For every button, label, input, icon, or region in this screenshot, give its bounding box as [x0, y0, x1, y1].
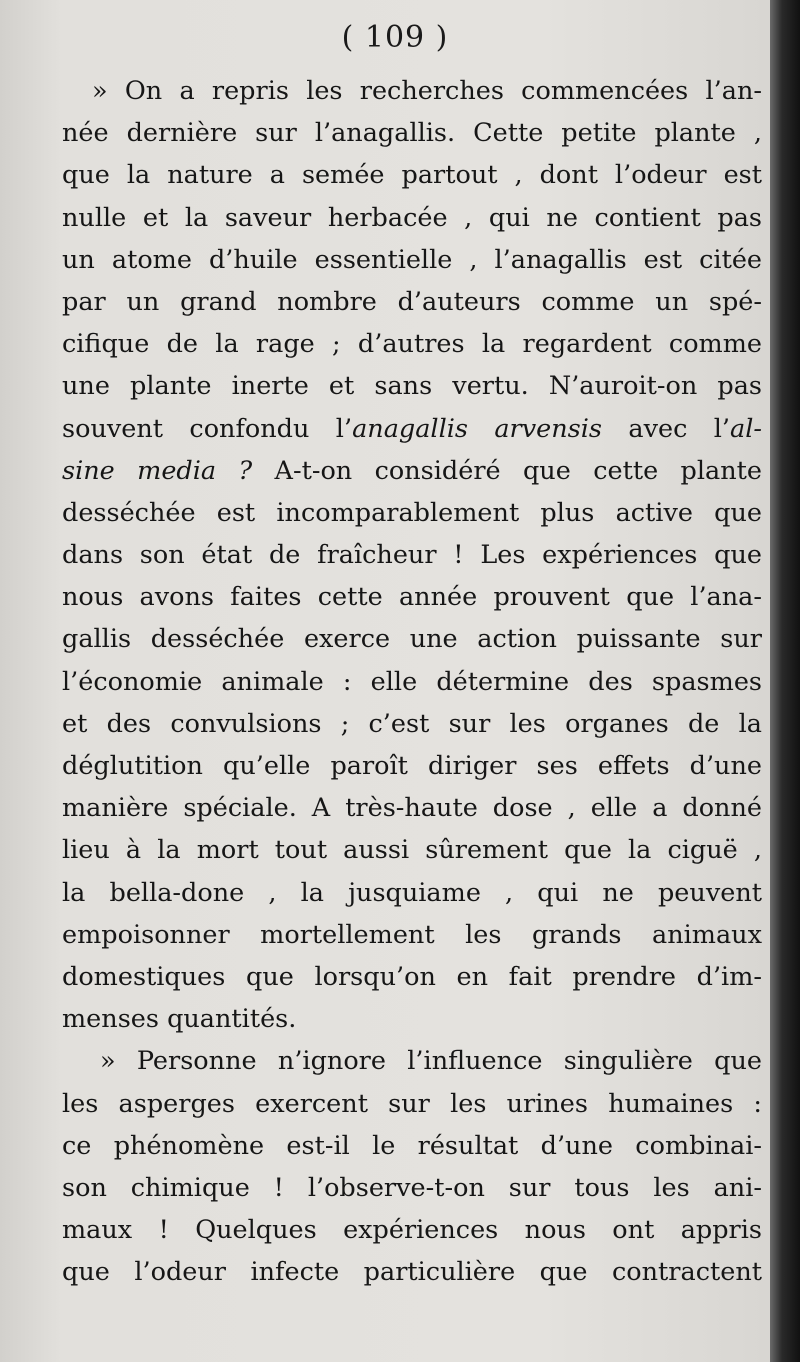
text-line: lieu à la mort tout aussi sûrement que la ciguë , — [62, 835, 762, 866]
text-line: manière spéciale. A très-haute dose , elle a donné — [62, 793, 762, 824]
text-line: et des convulsions ; c’est sur les organes de la — [62, 708, 762, 739]
text-line: un atome d’huile essentielle , l’anagallis est citée — [62, 244, 762, 275]
italic-run: al- — [730, 413, 762, 444]
text-line: l’économie animale : elle détermine des spasmes — [62, 666, 762, 697]
text-line: la bella-done , la jusquiame , qui ne peuvent — [62, 877, 762, 908]
text-line: dans son état de fraîcheur ! Les expériences que — [62, 540, 762, 571]
text-line: ce phénomène est-il le résultat d’une combinai- — [62, 1130, 762, 1161]
text-line: domestiques que lorsqu’on en fait prendre d’im- — [62, 961, 762, 992]
text-run: avec l’ — [602, 413, 730, 444]
text-run: souvent confondu l’ — [62, 413, 353, 444]
paragraph-anagallis — [62, 70, 762, 1040]
text-line: » On a repris les recherches commencées l’an- — [92, 76, 762, 106]
book-edge-shadow — [770, 0, 800, 1362]
text-line: son chimique ! l’observe-t-on sur tous les ani- — [62, 1172, 762, 1203]
text-line: nous avons faites cette année prouvent que l’ana- — [62, 582, 762, 613]
text-line: une plante inerte et sans vertu. N’auroit-on pas — [62, 371, 762, 402]
text-line: cifique de la rage ; d’autres la regardent comme — [62, 329, 762, 360]
text-line: que l’odeur infecte particulière que contractent — [62, 1257, 762, 1288]
text-line: » Personne n’ignore l’influence singulière que — [100, 1046, 762, 1077]
text-line: les asperges exercent sur les urines humaines : — [62, 1088, 762, 1119]
text-line: née dernière sur l’anagallis. Cette petite plante , — [62, 118, 762, 149]
body-text — [62, 70, 762, 1293]
text-run: A-t-on considéré que cette plante — [252, 455, 762, 486]
text-line: maux ! Quelques expériences nous ont appris — [62, 1215, 762, 1246]
text-line: déglutition qu’elle paroît diriger ses effets d’une — [62, 751, 762, 781]
text-line: gallis desséchée exerce une action puissante sur — [62, 624, 762, 655]
text-line: empoisonner mortellement les grands animaux — [62, 919, 762, 950]
text-line: desséchée est incomparablement plus active que — [62, 497, 762, 528]
paragraph-asperges — [62, 1040, 762, 1293]
text-line-mixed — [62, 450, 762, 492]
text-line: menses quantités. — [62, 1004, 297, 1035]
text-line-mixed — [62, 408, 762, 450]
text-line: nulle et la saveur herbacée , qui ne contient pas — [62, 202, 762, 233]
italic-run: sine media ? — [62, 455, 253, 486]
text-line: que la nature a semée partout , dont l’odeur est — [62, 160, 762, 191]
italic-run: anagallis arvensis — [352, 413, 602, 444]
text-line: par un grand nombre d’auteurs comme un spé- — [62, 286, 762, 317]
page-number: ( 109 ) — [341, 20, 449, 55]
